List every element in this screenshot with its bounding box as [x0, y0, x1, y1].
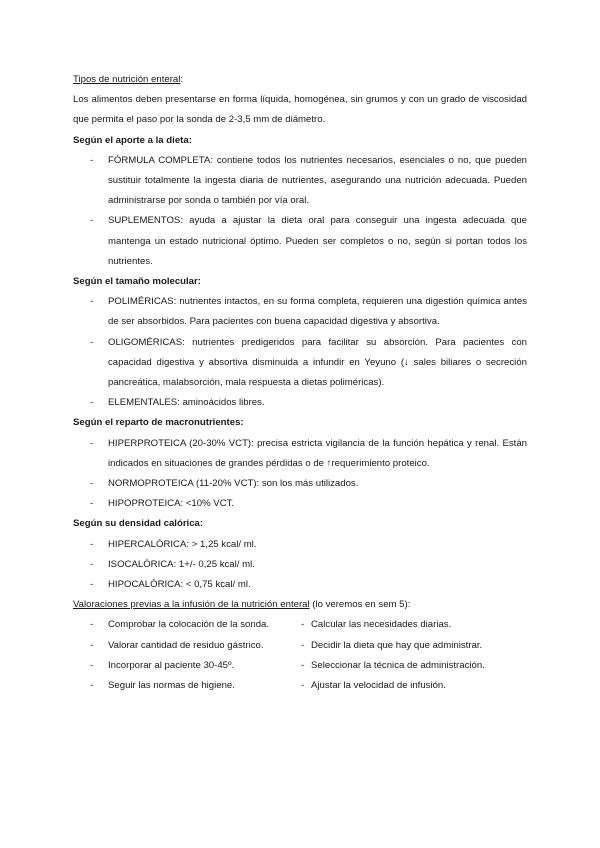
bullet-dash: -: [90, 215, 94, 227]
list-item-text: Decidir la dieta que hay que administrar.: [311, 639, 483, 651]
list-item-text: Seguir las normas de higiene.: [108, 680, 235, 692]
bullet-dash: -: [90, 498, 94, 510]
section-heading-valoraciones: [73, 595, 527, 615]
list-item-text: Valorar cantidad de residuo gástrico.: [108, 639, 264, 651]
list-item: [73, 393, 527, 413]
list-item-text: Comprobar la colocación de la sonda.: [108, 619, 270, 631]
bullet-dash: -: [90, 619, 94, 631]
list-item: [73, 676, 300, 696]
valoraciones-right-list: [300, 615, 527, 696]
intro-paragraph: Los alimentos deben presentarse en forma líquida, homogénea, sin grumos y con un grado de viscosidad que permita el paso por la sonda de 2-3,5 mm de diámetro.: [73, 94, 527, 126]
list-item: [73, 292, 527, 332]
section-heading-calorica: Según su densidad calórica:: [73, 518, 204, 530]
list-item: [300, 636, 527, 656]
list-item: [73, 434, 527, 474]
list-item: [73, 555, 527, 575]
aporte-list: [73, 151, 527, 272]
tipos-heading: Tipos de nutrición enteral: [73, 74, 181, 85]
bullet-dash: -: [90, 579, 94, 591]
list-item: [300, 615, 527, 635]
list-item-text: SUPLEMENTOS: ayuda a ajustar la dieta oral para conseguir una ingesta adecuada que mantenga un estado nutricional óptimo. Pueden ser completos o no, según si portan todos los nutrientes.: [108, 215, 527, 267]
list-item: [73, 151, 527, 212]
bullet-dash: -: [301, 680, 305, 692]
list-item: [300, 656, 527, 676]
document-body: [73, 70, 527, 696]
bullet-dash: -: [90, 478, 94, 490]
list-item-text: HIPERPROTEICA (20-30% VCT): precisa estricta vigilancia de la función hepática y renal. Están indicados en situaciones de grandes pérdidas o de ↑requerimiento proteico.: [108, 437, 527, 469]
list-item-text: Ajustar la velocidad de infusión.: [311, 680, 446, 692]
list-item-text: POLIMÉRICAS: nutrientes intactos, en su forma completa, requieren una digestión química antes de ser absorbidos. Para pacientes con buena capacidad digestiva y absortiva.: [108, 296, 527, 328]
section-heading-tamano: Según el tamaño molecular:: [73, 276, 201, 288]
list-item: [73, 636, 300, 656]
tamano-list: [73, 292, 527, 413]
list-item-text: NORMOPROTEICA (11-20% VCT): son los más utilizados.: [108, 478, 359, 490]
bullet-dash: -: [301, 639, 305, 651]
bullet-dash: -: [90, 639, 94, 651]
valoraciones-columns: [73, 615, 527, 696]
list-item-text: HIPOPROTEICA: <10% VCT.: [108, 498, 235, 510]
valoraciones-heading: Valoraciones previas a la infusión de la nutrición enteral: [73, 599, 310, 611]
list-item: [73, 333, 527, 394]
bullet-dash: -: [90, 558, 94, 570]
list-item: [73, 211, 527, 272]
bullet-dash: -: [301, 619, 305, 631]
bullet-dash: -: [90, 659, 94, 671]
section-heading-tipos: [73, 70, 527, 90]
list-item: [73, 575, 527, 595]
macro-list: [73, 434, 527, 515]
tipos-heading-suffix: :: [180, 74, 184, 85]
bullet-dash: -: [301, 659, 305, 671]
list-item-text: HIPOCALÓRICA: < 0,75 kcal/ ml.: [108, 579, 251, 591]
list-item-text: ISOCALÓRICA: 1+/- 0,25 kcal/ ml.: [108, 558, 255, 570]
list-item: [73, 615, 300, 635]
bullet-dash: -: [90, 296, 94, 308]
bullet-dash: -: [90, 680, 94, 692]
bullet-dash: -: [90, 538, 94, 550]
list-item-text: FÓRMULA COMPLETA: contiene todos los nutrientes necesarios, esenciales o no, que pueden sustituir totalmente la ingesta diaria de nutrientes, asegurando una nutrición adecuada. Pueden administrarse por sonda o también por vía oral.: [108, 154, 527, 207]
list-item-text: Incorporar al paciente 30-45º.: [108, 659, 235, 671]
list-item: [300, 676, 527, 696]
valoraciones-left-list: [73, 615, 300, 696]
list-item: [73, 474, 527, 494]
calorica-list: [73, 535, 527, 596]
bullet-dash: -: [90, 437, 94, 449]
list-item-text: OLIGOMÉRICAS: nutrientes predigeridos para facilitar su absorción. Para pacientes con capacidad digestiva y absortiva disminuida a infundir en Yeyuno (↓ sales biliares o secreción pancreática, malabsorción, mala respuesta a dietas poliméricas).: [108, 336, 527, 389]
section-heading-aporte: Según el aporte a la dieta:: [73, 134, 192, 146]
bullet-dash: -: [90, 397, 94, 409]
list-item-text: Calcular las necesidades diarias.: [311, 619, 452, 631]
bullet-dash: -: [90, 336, 94, 348]
section-heading-macro: Según el reparto de macronutrientes:: [73, 417, 244, 429]
list-item: [73, 535, 527, 555]
list-item-text: Seleccionar la técnica de administración.: [311, 659, 485, 671]
list-item-text: ELEMENTALES: aminoácidos libres.: [108, 397, 265, 409]
bullet-dash: -: [90, 154, 94, 166]
list-item: [73, 494, 527, 514]
valoraciones-heading-suffix: (lo veremos en sem 5):: [309, 599, 411, 611]
list-item-text: HIPERCALÓRICA: > 1,25 kcal/ ml.: [108, 538, 257, 550]
list-item: [73, 656, 300, 676]
